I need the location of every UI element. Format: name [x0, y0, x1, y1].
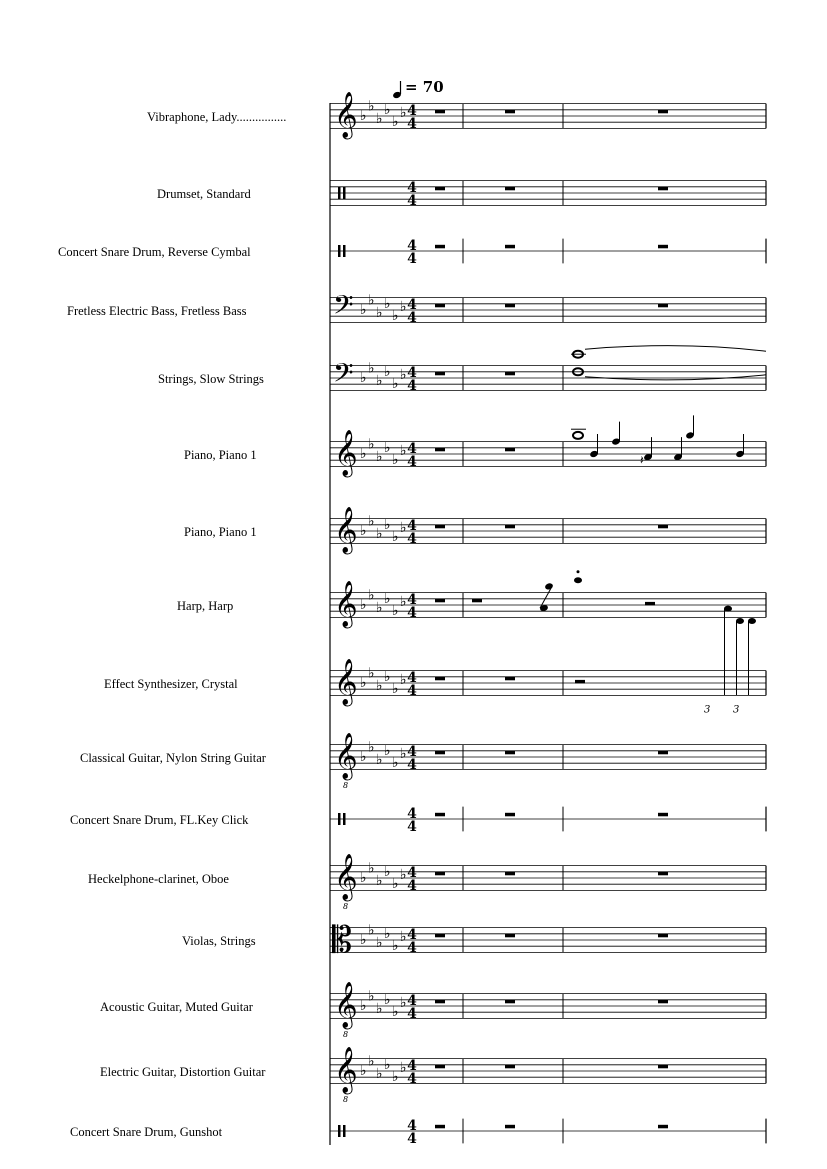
- whole-rest: [435, 934, 445, 938]
- treble-clef-icon: 𝄞: [334, 430, 358, 476]
- octave-8-marking: 8: [343, 902, 349, 911]
- staccato-dot: [577, 570, 580, 573]
- time-signature-denominator: 4: [407, 878, 417, 894]
- whole-rest: [505, 1065, 515, 1069]
- flat-icon: ♭: [392, 529, 399, 546]
- flat-icon: ♭: [400, 593, 407, 610]
- whole-rest: [435, 1125, 445, 1129]
- flat-icon: ♭: [400, 745, 407, 762]
- time-signature-denominator: 4: [407, 1071, 417, 1087]
- time-signature-denominator: 4: [407, 116, 417, 132]
- note-head: [574, 577, 582, 583]
- flat-icon: ♭: [384, 668, 391, 685]
- whole-rest: [658, 525, 668, 529]
- time-signature-denominator: 4: [407, 1006, 417, 1022]
- whole-rest: [658, 1000, 668, 1004]
- whole-rest: [435, 599, 445, 603]
- flat-icon: ♭: [368, 922, 375, 939]
- whole-rest: [658, 751, 668, 755]
- flat-icon: ♭: [400, 366, 407, 383]
- flat-icon: ♭: [392, 938, 399, 955]
- whole-rest: [658, 304, 668, 308]
- flat-icon: ♭: [376, 449, 383, 466]
- instrument-label: Harp, Harp: [177, 599, 234, 613]
- flat-icon: ♭: [376, 935, 383, 952]
- flat-icon: ♭: [376, 600, 383, 617]
- whole-rest: [505, 448, 515, 452]
- time-signature-denominator: 4: [407, 193, 417, 209]
- flat-icon: ♭: [400, 519, 407, 536]
- whole-rest: [435, 110, 445, 114]
- percussion-clef-icon: [338, 245, 341, 257]
- whole-rest: [505, 372, 515, 376]
- half-rest: [472, 599, 482, 603]
- whole-rest: [435, 525, 445, 529]
- flat-icon: ♭: [384, 101, 391, 118]
- whole-rest: [505, 1125, 515, 1129]
- half-rest: [575, 680, 585, 684]
- flat-icon: ♭: [368, 739, 375, 756]
- flat-icon: ♭: [376, 1066, 383, 1083]
- flat-icon: ♭: [368, 360, 375, 377]
- flat-icon: ♭: [360, 932, 367, 948]
- flat-icon: ♭: [400, 928, 407, 945]
- flat-icon: ♭: [360, 597, 367, 613]
- flat-icon: ♭: [376, 111, 383, 128]
- flat-icon: ♭: [360, 446, 367, 462]
- flat-icon: ♭: [384, 925, 391, 942]
- time-signature-numerator: 4: [407, 297, 417, 313]
- whole-rest: [435, 813, 445, 817]
- treble-clef-icon: 𝄞: [334, 982, 358, 1028]
- flat-icon: ♭: [376, 305, 383, 322]
- whole-note: [573, 432, 583, 439]
- instrument-label: Effect Synthesizer, Crystal: [104, 677, 238, 691]
- flat-icon: ♭: [368, 98, 375, 115]
- tempo-marking: = 70: [405, 78, 444, 96]
- whole-rest: [435, 245, 445, 249]
- percussion-clef-icon: [343, 1125, 346, 1137]
- flat-icon: ♭: [400, 994, 407, 1011]
- flat-icon: ♭: [360, 1063, 367, 1079]
- whole-rest: [505, 245, 515, 249]
- instrument-label: Electric Guitar, Distortion Guitar: [100, 1065, 266, 1079]
- percussion-clef-icon: [343, 245, 346, 257]
- flat-icon: ♭: [376, 526, 383, 543]
- whole-rest: [658, 934, 668, 938]
- half-rest: [645, 602, 655, 606]
- instrument-label: Violas, Strings: [182, 934, 256, 948]
- tie: [585, 346, 766, 352]
- note-head: [544, 582, 554, 590]
- treble-clef-icon: 𝄞: [334, 659, 358, 705]
- whole-rest: [658, 1125, 668, 1129]
- flat-icon: ♭: [376, 1001, 383, 1018]
- flat-icon: ♭: [384, 516, 391, 533]
- flat-icon: ♭: [376, 678, 383, 695]
- time-signature-numerator: 4: [407, 865, 417, 881]
- time-signature-denominator: 4: [407, 310, 417, 326]
- flat-icon: ♭: [400, 1059, 407, 1076]
- whole-rest: [658, 1065, 668, 1069]
- flat-icon: ♭: [376, 373, 383, 390]
- octave-8-marking: 8: [343, 781, 349, 790]
- treble-clef-icon: 𝄞: [334, 1047, 358, 1093]
- whole-rest: [505, 677, 515, 681]
- note-head: [724, 606, 732, 612]
- time-signature-denominator: 4: [407, 531, 417, 547]
- whole-rest: [505, 872, 515, 876]
- octave-8-marking: 8: [343, 1095, 349, 1104]
- time-signature-numerator: 4: [407, 518, 417, 534]
- flat-icon: ♭: [392, 876, 399, 893]
- instrument-label: Piano, Piano 1: [184, 525, 257, 539]
- alto-clef-icon: 𝄡: [332, 920, 353, 961]
- percussion-clef-icon: [338, 1125, 341, 1137]
- instrument-label: Concert Snare Drum, Reverse Cymbal: [58, 245, 251, 259]
- whole-rest: [435, 677, 445, 681]
- flat-icon: ♭: [360, 870, 367, 886]
- flat-icon: ♭: [392, 452, 399, 469]
- time-signature-numerator: 4: [407, 441, 417, 457]
- flat-icon: ♭: [360, 749, 367, 765]
- time-signature-numerator: 4: [407, 1058, 417, 1074]
- whole-rest: [435, 751, 445, 755]
- flat-icon: ♭: [368, 436, 375, 453]
- tuplet-number: 3: [733, 704, 740, 716]
- flat-icon: ♭: [360, 998, 367, 1014]
- whole-rest: [505, 187, 515, 191]
- treble-clef-icon: 𝄞: [334, 507, 358, 553]
- whole-rest: [435, 304, 445, 308]
- flat-icon: ♭: [384, 295, 391, 312]
- flat-icon: ♭: [392, 603, 399, 620]
- flat-icon: ♭: [360, 108, 367, 124]
- time-signature-denominator: 4: [407, 1131, 417, 1147]
- percussion-clef-icon: [343, 813, 346, 825]
- whole-rest: [658, 813, 668, 817]
- tie: [585, 375, 766, 380]
- whole-rest: [505, 934, 515, 938]
- flat-icon: ♭: [392, 308, 399, 325]
- percussion-clef-icon: [343, 187, 346, 199]
- flat-icon: ♭: [392, 114, 399, 131]
- time-signature-numerator: 4: [407, 592, 417, 608]
- time-signature-denominator: 4: [407, 683, 417, 699]
- whole-rest: [505, 110, 515, 114]
- percussion-clef-icon: [338, 813, 341, 825]
- flat-icon: ♭: [400, 671, 407, 688]
- instrument-label: Classical Guitar, Nylon String Guitar: [80, 751, 266, 765]
- treble-clef-icon: 𝄞: [334, 854, 358, 900]
- flat-icon: ♭: [384, 991, 391, 1008]
- time-signature-numerator: 4: [407, 744, 417, 760]
- treble-clef-icon: 𝄞: [334, 733, 358, 779]
- instrument-label: Concert Snare Drum, FL.Key Click: [70, 813, 249, 827]
- whole-rest: [505, 304, 515, 308]
- flat-icon: ♭: [368, 513, 375, 530]
- flat-icon: ♭: [392, 681, 399, 698]
- whole-rest: [435, 872, 445, 876]
- whole-rest: [435, 1065, 445, 1069]
- flat-icon: ♭: [360, 370, 367, 386]
- time-signature-denominator: 4: [407, 378, 417, 394]
- flat-icon: ♭: [360, 523, 367, 539]
- whole-rest: [435, 1000, 445, 1004]
- time-signature-numerator: 4: [407, 670, 417, 686]
- time-signature-denominator: 4: [407, 251, 417, 267]
- treble-clef-icon: 𝄞: [334, 581, 358, 627]
- instrument-label: Acoustic Guitar, Muted Guitar: [100, 1000, 253, 1014]
- whole-rest: [505, 751, 515, 755]
- bass-clef-icon: 𝄢: [333, 357, 354, 395]
- time-signature-numerator: 4: [407, 180, 417, 196]
- time-signature-denominator: 4: [407, 605, 417, 621]
- flat-icon: ♭: [392, 1004, 399, 1021]
- instrument-label: Fretless Electric Bass, Fretless Bass: [67, 304, 247, 318]
- flat-icon: ♭: [368, 860, 375, 877]
- time-signature-numerator: 4: [407, 927, 417, 943]
- flat-icon: ♭: [384, 363, 391, 380]
- whole-rest: [435, 372, 445, 376]
- flat-icon: ♭: [384, 863, 391, 880]
- instrument-label: Vibraphone, Lady................: [147, 110, 287, 124]
- time-signature-numerator: 4: [407, 1118, 417, 1134]
- octave-8-marking: 8: [343, 1030, 349, 1039]
- flat-icon: ♭: [400, 298, 407, 315]
- time-signature-denominator: 4: [407, 940, 417, 956]
- whole-rest: [658, 187, 668, 191]
- flat-icon: ♭: [368, 988, 375, 1005]
- instrument-label: Strings, Slow Strings: [158, 372, 264, 386]
- flat-icon: ♭: [368, 1053, 375, 1070]
- time-signature-numerator: 4: [407, 238, 417, 254]
- flat-icon: ♭: [400, 866, 407, 883]
- flat-icon: ♭: [400, 442, 407, 459]
- time-signature-numerator: 4: [407, 103, 417, 119]
- flat-icon: ♭: [384, 590, 391, 607]
- flat-icon: ♭: [368, 665, 375, 682]
- time-signature-denominator: 4: [407, 819, 417, 835]
- note-head: [736, 618, 744, 624]
- flat-icon: ♭: [392, 1069, 399, 1086]
- flat-icon: ♭: [368, 587, 375, 604]
- flat-icon: ♭: [384, 742, 391, 759]
- whole-rest: [435, 187, 445, 191]
- flat-icon: ♭: [368, 292, 375, 309]
- flat-icon: ♭: [360, 675, 367, 691]
- instrument-label: Drumset, Standard: [157, 187, 251, 201]
- flat-icon: ♭: [360, 302, 367, 318]
- treble-clef-icon: 𝄞: [334, 92, 358, 138]
- whole-rest: [505, 1000, 515, 1004]
- time-signature-numerator: 4: [407, 365, 417, 381]
- whole-rest: [435, 448, 445, 452]
- whole-rest: [658, 245, 668, 249]
- tuplet-number: 3: [704, 704, 711, 716]
- time-signature-numerator: 4: [407, 806, 417, 822]
- flat-icon: ♭: [392, 755, 399, 772]
- time-signature-numerator: 4: [407, 993, 417, 1009]
- flat-icon: ♭: [392, 376, 399, 393]
- flat-icon: ♭: [400, 104, 407, 121]
- whole-rest: [505, 525, 515, 529]
- rest-icon: 𝄽: [640, 453, 644, 467]
- whole-rest: [505, 813, 515, 817]
- flat-icon: ♭: [376, 752, 383, 769]
- whole-rest: [658, 872, 668, 876]
- note-head: [748, 618, 756, 624]
- time-signature-denominator: 4: [407, 757, 417, 773]
- percussion-clef-icon: [338, 187, 341, 199]
- instrument-label: Heckelphone-clarinet, Oboe: [88, 872, 229, 886]
- instrument-label: Concert Snare Drum, Gunshot: [70, 1125, 223, 1139]
- bass-clef-icon: 𝄢: [333, 289, 354, 327]
- flat-icon: ♭: [384, 1056, 391, 1073]
- flat-icon: ♭: [384, 439, 391, 456]
- instrument-label: Piano, Piano 1: [184, 448, 257, 462]
- whole-rest: [658, 110, 668, 114]
- flat-icon: ♭: [376, 873, 383, 890]
- time-signature-denominator: 4: [407, 454, 417, 470]
